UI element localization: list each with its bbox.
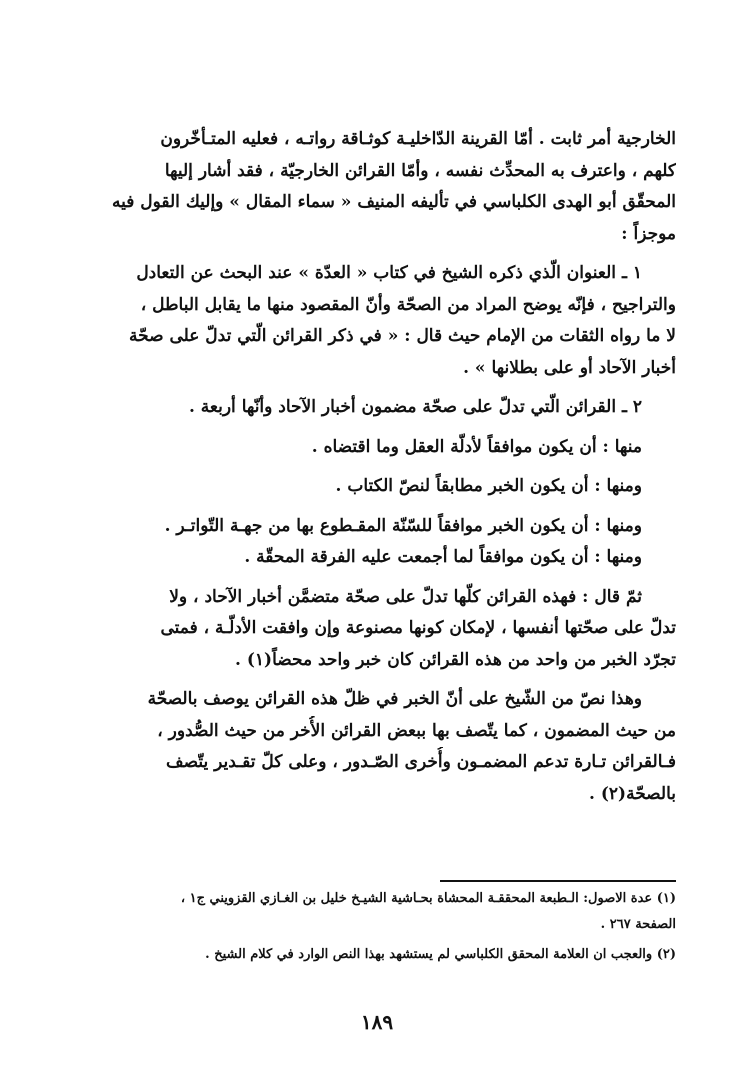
- paragraph-reason-intellect: [68, 432, 676, 464]
- text-line: ثمّ قال : فهذه القرائن كلّها تدلّ على صحّة متضمَّن أخبار الآحاد ، ولا: [169, 586, 642, 607]
- text-line: منها : أن يكون موافقاً لأدلّة العقل وما اقتضاه .: [311, 436, 642, 457]
- paragraph-reason-book: [68, 471, 676, 503]
- text-line: لا ما رواه الثقات من الإمام حيث قال : « في ذكر القرائن الّتي تدلّ على صحّة: [129, 326, 676, 346]
- text-line: كلهم ، واعترف به المحدِّث نفسه ، وأمّا القرائن الخارجيّة ، فقد أشار إليها: [164, 160, 676, 181]
- paragraph-later-scholars: [68, 124, 676, 250]
- text-line: بالصحّة(٢) .: [589, 783, 676, 804]
- text-line: ومنها : أن يكون موافقاً لما أجمعت عليه الفرقة المحقّة .: [244, 547, 642, 567]
- text-line: ومنها : أن يكون الخبر موافقاً للسّنّة المقـطوع بها من جهـة التّواتـر .: [164, 515, 642, 536]
- paragraph-point-two: [68, 392, 676, 424]
- text-line: أخبار الآحاد أو على بطلانها » .: [463, 357, 676, 378]
- text-line: تجرّد الخبر من واحد من هذه القرائن كان خبر واحد محضاً(١) .: [235, 649, 676, 670]
- text-line: ١ ـ العنوان الّذي ذكره الشيخ في كتاب « العدّة » عند البحث عن التعادل: [136, 263, 642, 283]
- paragraph-reason-sunnah-consensus: [68, 511, 676, 574]
- footnote-1: [150, 886, 676, 938]
- text-line: ٢ ـ القرائن الّتي تدلّ على صحّة مضمون أخبار الآحاد وأنّها أربعة .: [188, 397, 642, 417]
- text-line: ومنها : أن يكون الخبر مطابقاً لنصّ الكتاب .: [335, 476, 642, 496]
- footnote-divider: [440, 880, 676, 882]
- text-line: وهذا نصّ من الشّيخ على أنّ الخبر في ظلّ هذه القرائن يوصف بالصحّة: [147, 689, 642, 709]
- text-line: فـالقرائن تـارة تدعم المضمـون وأُخرى الصّـدور ، وعلى كلّ تقـدير يتّصف: [166, 752, 676, 772]
- footnote-2: [150, 942, 676, 968]
- footnote-line: الصفحة ٢٦٧ .: [600, 917, 676, 932]
- footnotes: [150, 886, 676, 968]
- paragraph-author-comment: [68, 684, 676, 810]
- text-line: من حيث المضمون ، كما يتّصف بها ببعض القرائن الأُخر من حيث الصُّدور ،: [157, 720, 676, 741]
- text-line: الخارجية أمر ثابت . أمّا القرينة الدّاخليـة كوثـاقة رواتـه ، فعليه المتـأخّرون: [160, 129, 676, 149]
- footnote-line: (٢) والعجب ان العلامة المحقق الكلباسي لم يستشهد بهذا النص الوارد في كلام الشيخ .: [205, 947, 676, 962]
- text-line: موجزاً :: [621, 223, 676, 244]
- text-line: المحقّق أبو الهدى الكلباسي في تأليفه المنيف « سماء المقال » وإليك القول فيه: [111, 192, 676, 212]
- body-text: [68, 124, 676, 814]
- paragraph-point-one: [68, 258, 676, 384]
- text-line: تدلّ على صحّتها أنفسها ، لإمكان كونها مصنوعة وإن وافقت الأدلّـة ، فمتى: [160, 618, 676, 638]
- footnote-line: (١) عدة الاصول: الـطبعة المحققـة المحشاة بحـاشية الشيـخ خليل بن الغـازي القزويني ج١ ،: [180, 891, 676, 906]
- paragraph-quote-conclusion: [68, 582, 676, 677]
- text-line: والتراجيح ، فإنّه يوضح المراد من الصحّة وأنّ المقصود منها ما يقابل الباطل ،: [140, 294, 676, 315]
- page-number: ١٨٩: [360, 1010, 394, 1034]
